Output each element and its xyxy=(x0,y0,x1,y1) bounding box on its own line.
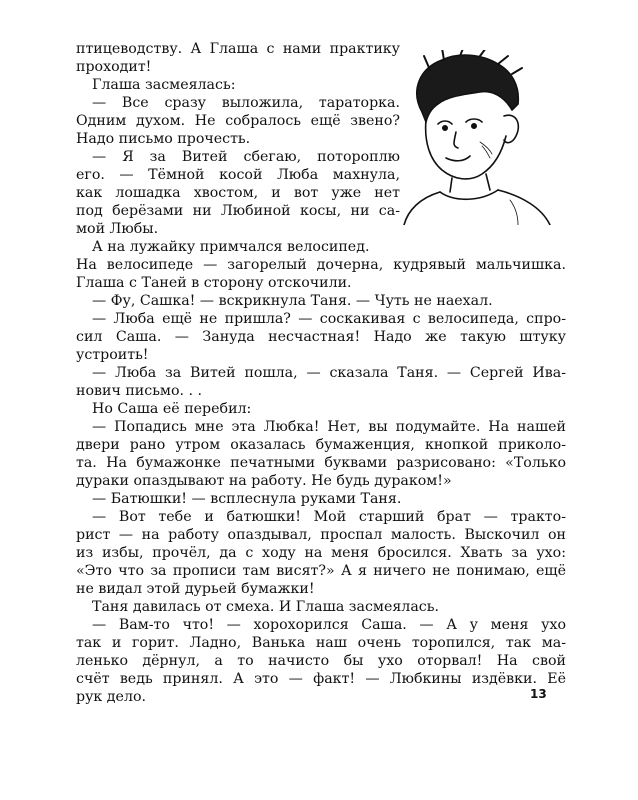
text-line: не видал этой дурьей бумажки! xyxy=(76,581,315,597)
text-line: мой Любы. xyxy=(76,221,159,237)
text-line: — Все сразу выложила, тараторка. xyxy=(92,95,400,111)
text-line: как лошадка хвостом, и вот уже нет xyxy=(76,185,400,201)
text-line: На велосипеде — загорелый дочерна, кудрявый мальчишка. xyxy=(76,257,566,273)
text-line: из избы, прочёл, да с ходу на меня бросился. Хвать за ухо: xyxy=(76,545,566,561)
text-line: А на лужайку примчался велосипед. xyxy=(92,239,370,255)
text-line: сил Саша. — Зануда несчастная! Надо же такую штуку xyxy=(76,329,566,345)
boy-portrait-illustration xyxy=(400,50,560,225)
text-line: Одним духом. Не собралось ещё звено? xyxy=(76,113,400,129)
text-line: — Вам-то что! — хорохорился Саша. — А у меня ухо xyxy=(92,617,566,633)
text-line: его. — Тёмной косой Люба махнула, xyxy=(76,167,400,183)
text-line: — Попадись мне эта Любка! Нет, вы подумайте. На нашей xyxy=(92,419,566,435)
text-line: устроить! xyxy=(76,347,149,363)
text-line: рист — на работу опаздывал, проспал малость. Выскочил он xyxy=(76,527,566,543)
text-line: — Батюшки! — всплеснула руками Таня. xyxy=(92,491,402,507)
text-line: под берёзами ни Любиной косы, ни са- xyxy=(76,203,400,219)
text-line: — Я за Витей сбегаю, потороплю xyxy=(92,149,400,165)
text-line: — Вот тебе и батюшки! Мой старший брат — тракто- xyxy=(92,509,566,525)
text-line: Но Саша её перебил: xyxy=(92,401,252,417)
text-line: нович письмо. . . xyxy=(76,383,203,399)
text-line: та. На бумажонке печатными буквами разрисовано: «Только xyxy=(76,455,566,471)
text-line: Глаша засмеялась: xyxy=(92,77,236,93)
text-line: — Люба ещё не пришла? — соскакивая с велосипеда, спро- xyxy=(92,311,566,327)
text-line: так и горит. Ладно, Ванька наш очень торопился, так ма- xyxy=(76,635,566,651)
text-line: рук дело. xyxy=(76,689,147,705)
text-line: ленько дёрнул, а то начисто бы ухо оторвал! На свой xyxy=(76,653,566,669)
text-line: дураки опаздывают на работу. Не будь дураком!» xyxy=(76,473,452,489)
text-line: двери рано утром оказалась бумаженция, кнопкой приколо- xyxy=(76,437,566,453)
text-line: проходит! xyxy=(76,59,152,75)
text-line: — Люба за Витей пошла, — сказала Таня. — Сергей Ива- xyxy=(92,365,566,381)
page-number: 13 xyxy=(530,687,547,701)
text-line: «Это что за прописи там висят?» А я ничего не понимаю, ещё xyxy=(76,563,566,579)
text-line: Надо письмо прочесть. xyxy=(76,131,251,147)
text-line: Глаша с Таней в сторону отскочили. xyxy=(76,275,352,291)
text-line: счёт ведь принял. А это — факт! — Любкины издёвки. Её xyxy=(76,671,566,687)
text-line: Таня давилась от смеха. И Глаша засмеялась. xyxy=(92,599,439,615)
text-line: — Фу, Сашка! — вскрикнула Таня. — Чуть не наехал. xyxy=(92,293,493,309)
text-line: птицеводству. А Глаша с нами практику xyxy=(76,41,400,57)
